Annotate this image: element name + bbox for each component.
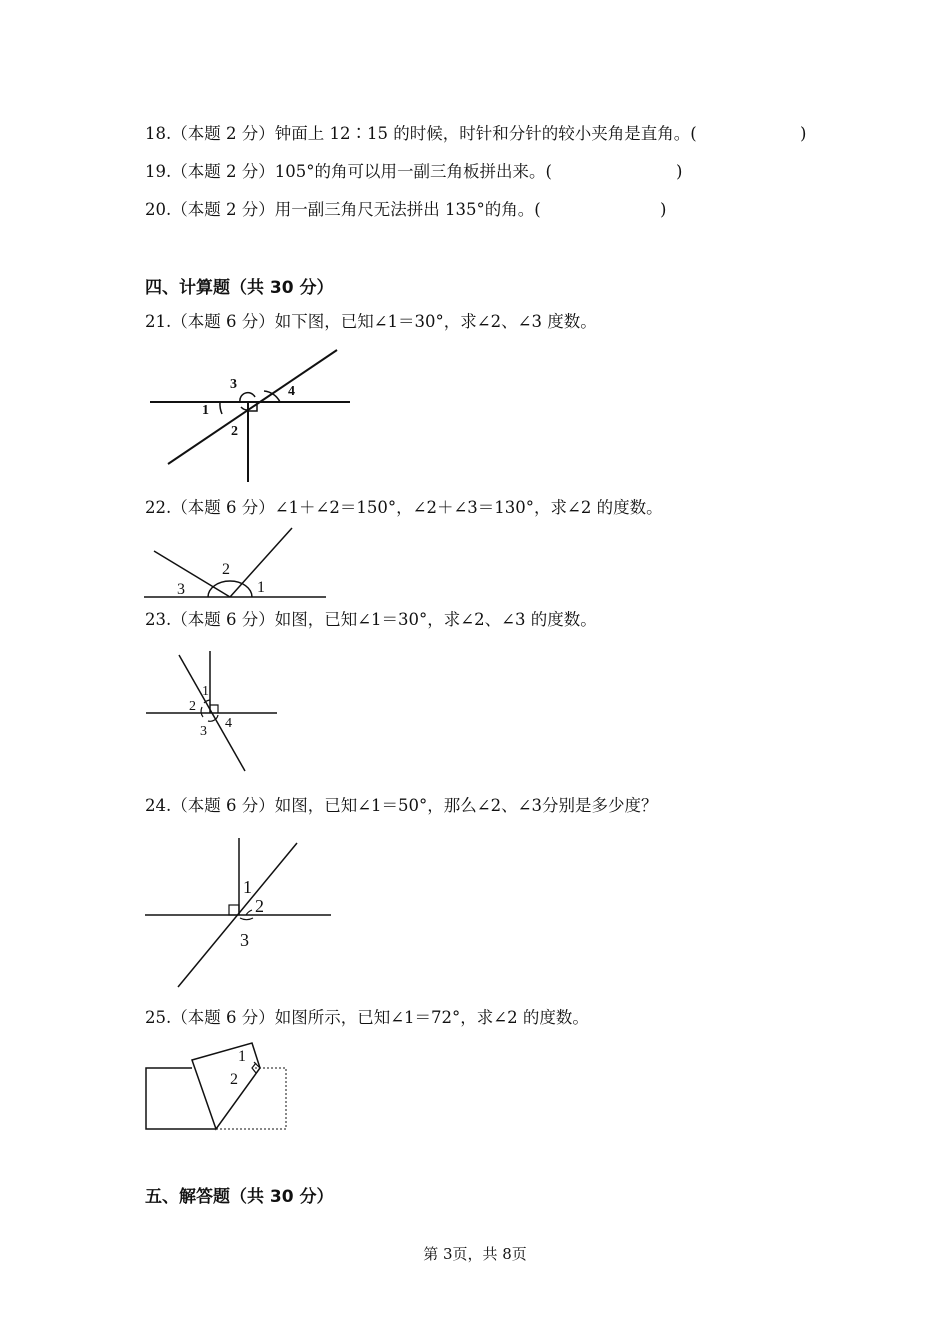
question-25: 25.（本题 6 分）如图所示，已知∠1＝72°，求∠2 的度数。: [145, 1008, 589, 1027]
q22-figure: [140, 522, 340, 604]
q25-angle-1-label: 1: [238, 1048, 246, 1065]
q23-figure: [140, 645, 290, 775]
section-5-heading: 五、解答题（共 30 分）: [145, 1187, 334, 1207]
q23-angle-3-label: 3: [200, 724, 207, 739]
question-18: 18.（本题 2 分）钟面上 12∶15 的时候，时针和分针的较小夹角是直角。(: [145, 124, 697, 143]
q23-angle-1-label: 1: [202, 684, 209, 699]
q21-angle-3-label: 3: [230, 377, 237, 392]
question-20-answer-paren: ): [660, 200, 667, 219]
q21-angle-2-label: 2: [231, 424, 238, 439]
q22-angle-1-label: 1: [257, 579, 265, 596]
q25-figure: [140, 1035, 300, 1135]
q22-angle-2-label: 2: [222, 561, 230, 578]
question-20: 20.（本题 2 分）用一副三角尺无法拼出 135°的角。(: [145, 200, 541, 219]
question-19-answer-paren: ): [676, 162, 683, 181]
q24-angle-1-label: 1: [243, 877, 252, 897]
question-21: 21.（本题 6 分）如下图，已知∠1＝30°，求∠2、∠3 度数。: [145, 312, 597, 331]
question-18-answer-paren: ): [800, 124, 807, 143]
question-19: 19.（本题 2 分）105°的角可以用一副三角板拼出来。(: [145, 162, 552, 181]
q21-figure: [140, 340, 370, 490]
q22-angle-3-label: 3: [177, 581, 185, 598]
page-footer: 第 3页，共 8页: [423, 1245, 527, 1263]
q21-angle-1-label: 1: [202, 403, 209, 418]
q23-angle-2-label: 2: [189, 699, 196, 714]
q25-angle-2-label: 2: [230, 1071, 238, 1088]
q24-angle-3-label: 3: [240, 930, 249, 950]
q23-angle-4-label: 4: [225, 716, 232, 731]
question-23: 23.（本题 6 分）如图，已知∠1＝30°，求∠2、∠3 的度数。: [145, 610, 597, 629]
q24-figure: [140, 832, 340, 992]
q24-angle-2-label: 2: [255, 896, 264, 916]
section-4-heading: 四、计算题（共 30 分）: [145, 278, 334, 298]
question-24: 24.（本题 6 分）如图，已知∠1＝50°，那么∠2、∠3分别是多少度？: [145, 796, 658, 815]
q21-angle-4-label: 4: [288, 384, 295, 399]
question-22: 22.（本题 6 分）∠1＋∠2＝150°，∠2＋∠3＝130°，求∠2 的度数。: [145, 498, 663, 517]
